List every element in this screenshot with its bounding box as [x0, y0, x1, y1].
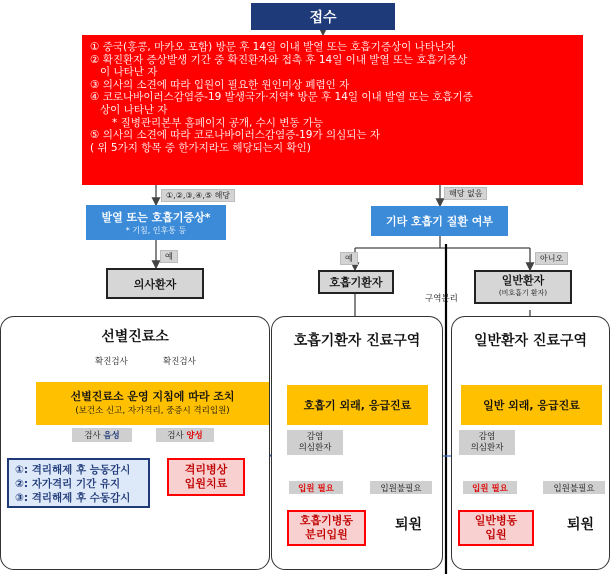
fever-symptom-title: 발열 또는 호흡기증상* [101, 211, 211, 224]
pos-prefix: 검사 [167, 431, 184, 441]
criterion-line: 상이 나타난 자 [100, 103, 168, 116]
intake-header: 접수 [251, 3, 395, 30]
isolation-line2: 입원치료 [184, 477, 228, 490]
screening-clinic-title: 선별진료소 [101, 329, 169, 345]
pos-word: 양성 [186, 431, 203, 441]
resp-ward-box [287, 510, 366, 546]
gen-ward-box [458, 510, 534, 546]
respiratory-patient-box: 호흡기환자 [318, 270, 394, 294]
suspected-patient-box: 의사환자 [106, 268, 204, 299]
test-positive-tag [156, 428, 214, 442]
gen-ward-line2: 입원 [485, 528, 507, 541]
general-care-box: 일반 외래, 응급진료 [461, 385, 602, 425]
screening-criteria-box [82, 35, 583, 185]
respiratory-care-box: 호흡기 외래, 응급진료 [287, 385, 428, 425]
general-zone-title: 일반환자 진료구역 [473, 333, 588, 349]
general-patient-note: (비호흡기 환자) [498, 289, 548, 297]
other-respiratory-box: 기타 호흡기 질환 여부 [371, 206, 508, 236]
negative-outcomes-box [7, 458, 150, 508]
tag-yes-left: 예 [160, 250, 178, 263]
criterion-line: ④ 코로나바이러스감염증-19 발생국가·지역* 방문 후 14일 이내 발열 또는 호흡기증 [90, 91, 473, 104]
resp-discharge-label: 퇴원 [395, 517, 423, 533]
criterion-line: 이 나타난 자 [100, 66, 158, 79]
gen-infect-line2: 의심환자 [470, 442, 504, 453]
screening-clinic-area [0, 316, 270, 570]
tag-not-applicable: 해당 없음 [444, 187, 487, 200]
isolation-ward-box [167, 458, 245, 496]
gen-discharge-label: 퇴원 [567, 517, 595, 533]
resp-admission-needed-tag: 입원 필요 [289, 481, 343, 494]
isolation-line1: 격리병상 [184, 463, 228, 476]
fever-symptom-box [86, 205, 226, 240]
gen-infection-suspect-tag [459, 430, 515, 455]
respiratory-zone-title: 호흡기환자 진료구역 [293, 333, 421, 349]
resp-ward-line1: 호흡기병동 [299, 514, 354, 527]
outcome-line: ③: 격리해제 후 수동감시 [15, 492, 131, 504]
general-patient-box [474, 270, 572, 304]
screening-guideline-box [36, 382, 269, 425]
general-patient-title: 일반환자 [501, 274, 545, 287]
resp-admission-not-needed-tag: 입원불필요 [370, 481, 432, 494]
outcome-line: ②: 자가격리 기간 유지 [15, 478, 121, 490]
test-negative-tag [72, 428, 132, 442]
resp-infect-line1: 감염 [306, 431, 324, 442]
confirm-test-label-2: 확진검사 [163, 357, 196, 367]
guideline-title: 선별진료소 운영 지침에 따라 조치 [70, 389, 235, 403]
criterion-line: ⑤ 의사의 소견에 따라 코로나바이러스감염증-19가 의심되는 자 [90, 129, 381, 142]
criterion-line: ① 중국(홍콩, 마카오 포함) 방문 후 14일 이내 발열 또는 호흡기증상이 나타난자 [90, 41, 456, 53]
criterion-line: * 질병관리본부 홈페이지 공개, 수시 변동 가능 [112, 116, 324, 129]
resp-infection-suspect-tag [287, 430, 343, 455]
gen-admission-needed-tag: 입원 필요 [463, 481, 517, 494]
outcome-line: ①: 격리해제 후 능동감시 [15, 464, 131, 476]
tag-criteria-applies: ①,②,③,④,⑤ 해당 [161, 189, 235, 202]
zone-separation-label: 구역분리 [425, 294, 458, 304]
criterion-line: ② 확진환자 증상발생 기간 중 확진환자와 접촉 후 14일 이내 발열 또는 호흡기증상 [90, 53, 468, 66]
resp-ward-line2: 분리입원 [305, 528, 348, 541]
confirm-test-label-1: 확진검사 [95, 357, 128, 367]
gen-admission-not-needed-tag: 입원불필요 [543, 481, 605, 494]
gen-ward-line1: 일반병동 [474, 514, 518, 527]
neg-word: 음성 [103, 431, 120, 441]
tag-yes-mid: 예 [340, 252, 358, 265]
guideline-note: (보건소 신고, 자가격리, 중증시 격리입원) [75, 405, 230, 416]
tag-no: 아니오 [535, 252, 568, 265]
criterion-line: ③ 의사의 소견에 따라 입원이 필요한 원인미상 폐렴인 자 [90, 78, 350, 91]
resp-infect-line2: 의심환자 [298, 442, 332, 453]
neg-prefix: 검사 [84, 431, 101, 441]
criterion-line: ( 위 5가지 항목 중 한가지라도 해당되는지 확인) [90, 141, 311, 154]
fever-symptom-note: * 기침, 인후통 등 [125, 226, 187, 235]
gen-infect-line1: 감염 [478, 431, 496, 442]
